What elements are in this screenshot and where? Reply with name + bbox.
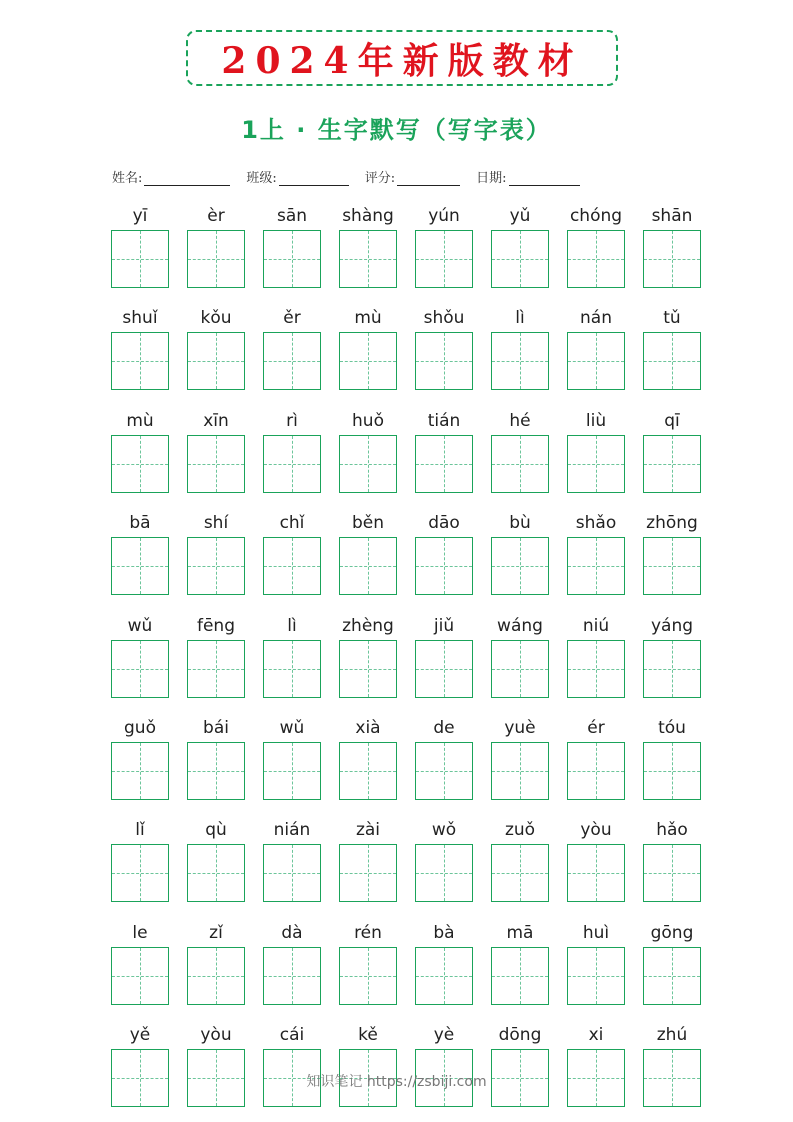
tianzige-box[interactable]: [187, 844, 245, 902]
tianzige-box[interactable]: [111, 640, 169, 698]
guide-line-horizontal: [568, 976, 624, 977]
pinyin-label: qī: [664, 411, 680, 431]
pinyin-label: liù: [585, 411, 607, 431]
tianzige-box[interactable]: [643, 230, 701, 288]
pinyin-label: xi: [588, 1025, 604, 1045]
guide-line-horizontal: [568, 873, 624, 874]
guide-line-horizontal: [264, 566, 320, 567]
score-field: [365, 167, 460, 186]
guide-line-horizontal: [416, 259, 472, 260]
guide-line-horizontal: [188, 259, 244, 260]
pinyin-label: wǒ: [431, 820, 457, 840]
guide-line-horizontal: [416, 669, 472, 670]
guide-line-horizontal: [568, 669, 624, 670]
guide-line-horizontal: [188, 669, 244, 670]
guide-line-horizontal: [416, 464, 472, 465]
guide-line-horizontal: [492, 464, 548, 465]
tianzige-box[interactable]: [491, 332, 549, 390]
pinyin-label: xīn: [203, 411, 229, 431]
guide-line-horizontal: [416, 976, 472, 977]
pinyin-label: dōng: [498, 1025, 542, 1045]
guide-line-horizontal: [416, 771, 472, 772]
tianzige-box[interactable]: [643, 435, 701, 493]
pinyin-label: hǎo: [656, 820, 688, 840]
guide-line-horizontal: [492, 259, 548, 260]
pinyin-label: kǒu: [200, 308, 232, 328]
pinyin-label: yáng: [650, 616, 694, 636]
tianzige-box[interactable]: [415, 332, 473, 390]
tianzige-box[interactable]: [567, 332, 625, 390]
pinyin-label: zǐ: [209, 923, 223, 943]
pinyin-label: wǔ: [127, 616, 153, 636]
pinyin-label: chóng: [569, 206, 623, 226]
tianzige-box[interactable]: [111, 332, 169, 390]
pinyin-label: shǒu: [423, 308, 465, 328]
tianzige-box[interactable]: [263, 435, 321, 493]
guide-line-horizontal: [112, 361, 168, 362]
tianzige-box[interactable]: [339, 537, 397, 595]
tianzige-box[interactable]: [263, 947, 321, 1005]
tianzige-box[interactable]: [415, 742, 473, 800]
tianzige-box[interactable]: [263, 844, 321, 902]
guide-line-horizontal: [264, 873, 320, 874]
pinyin-label: hé: [509, 411, 531, 431]
tianzige-box[interactable]: [263, 742, 321, 800]
guide-line-horizontal: [644, 771, 700, 772]
pinyin-label: yún: [428, 206, 460, 226]
pinyin-label: bà: [433, 923, 455, 943]
pinyin-label: shuǐ: [122, 308, 158, 328]
tianzige-box[interactable]: [491, 230, 549, 288]
guide-line-horizontal: [264, 464, 320, 465]
pinyin-label: běn: [351, 513, 385, 533]
tianzige-box[interactable]: [491, 947, 549, 1005]
tianzige-box[interactable]: [491, 537, 549, 595]
pinyin-label: rén: [354, 923, 382, 943]
date-label: 日期:: [476, 171, 507, 186]
guide-line-horizontal: [644, 669, 700, 670]
pinyin-label: yè: [433, 1025, 455, 1045]
pinyin-label: sān: [276, 206, 308, 226]
pinyin-label: shǎo: [575, 513, 617, 533]
guide-line-horizontal: [416, 361, 472, 362]
class-field: [246, 167, 348, 186]
footer-watermark: 知识笔记 https://zsbiji.com: [306, 1074, 487, 1090]
tianzige-box[interactable]: [339, 947, 397, 1005]
guide-line-horizontal: [416, 873, 472, 874]
guide-line-horizontal: [188, 771, 244, 772]
guide-line-horizontal: [568, 566, 624, 567]
guide-line-horizontal: [644, 873, 700, 874]
guide-line-horizontal: [492, 771, 548, 772]
tianzige-box[interactable]: [339, 332, 397, 390]
pinyin-label: huì: [582, 923, 610, 943]
tianzige-box[interactable]: [415, 435, 473, 493]
banner-title: 2024年新版教材: [221, 39, 583, 82]
pinyin-label: tián: [427, 411, 461, 431]
guide-line-horizontal: [416, 566, 472, 567]
guide-line-horizontal: [340, 464, 396, 465]
guide-line-horizontal: [112, 771, 168, 772]
guide-line-horizontal: [340, 771, 396, 772]
pinyin-label: rì: [286, 411, 298, 431]
pinyin-label: shàng: [342, 206, 394, 226]
pinyin-label: zhōng: [646, 513, 698, 533]
tianzige-box[interactable]: [187, 332, 245, 390]
pinyin-label: dāo: [428, 513, 460, 533]
tianzige-box[interactable]: [263, 537, 321, 595]
guide-line-horizontal: [188, 873, 244, 874]
class-blank[interactable]: [279, 171, 349, 186]
guide-line-horizontal: [264, 259, 320, 260]
pinyin-label: nán: [580, 308, 612, 328]
guide-line-horizontal: [188, 464, 244, 465]
name-label: 姓名:: [112, 171, 143, 186]
pinyin-label: qù: [205, 820, 227, 840]
tianzige-box[interactable]: [567, 230, 625, 288]
guide-line-horizontal: [340, 669, 396, 670]
guide-line-horizontal: [188, 976, 244, 977]
pinyin-label: guǒ: [124, 718, 156, 738]
guide-line-horizontal: [112, 669, 168, 670]
tianzige-box[interactable]: [567, 537, 625, 595]
pinyin-label: yòu: [200, 1025, 232, 1045]
tianzige-box[interactable]: [643, 844, 701, 902]
tianzige-box[interactable]: [339, 640, 397, 698]
guide-line-horizontal: [492, 976, 548, 977]
guide-line-horizontal: [340, 566, 396, 567]
tianzige-box[interactable]: [111, 230, 169, 288]
title-banner: [186, 30, 618, 86]
guide-line-horizontal: [644, 361, 700, 362]
guide-line-horizontal: [112, 976, 168, 977]
guide-line-horizontal: [188, 361, 244, 362]
pinyin-label: fēng: [196, 616, 235, 636]
pinyin-label: wǔ: [279, 718, 305, 738]
guide-line-horizontal: [568, 361, 624, 362]
guide-line-horizontal: [264, 669, 320, 670]
name-field: [112, 167, 230, 186]
pinyin-label: zhú: [656, 1025, 688, 1045]
tianzige-box[interactable]: [491, 844, 549, 902]
pinyin-label: mù: [126, 411, 154, 431]
pinyin-label: kě: [358, 1025, 378, 1045]
pinyin-label: lì: [287, 616, 297, 636]
tianzige-box[interactable]: [187, 435, 245, 493]
pinyin-label: èr: [207, 206, 225, 226]
guide-line-horizontal: [568, 771, 624, 772]
pinyin-label: zhèng: [342, 616, 394, 636]
guide-line-horizontal: [264, 976, 320, 977]
pinyin-label: xià: [355, 718, 381, 738]
tianzige-box[interactable]: [415, 537, 473, 595]
pinyin-label: ěr: [283, 308, 301, 328]
guide-line-horizontal: [264, 361, 320, 362]
guide-line-horizontal: [340, 259, 396, 260]
name-blank[interactable]: [144, 171, 230, 186]
tianzige-box[interactable]: [415, 844, 473, 902]
guide-line-horizontal: [644, 976, 700, 977]
pinyin-label: tǔ: [663, 308, 681, 328]
tianzige-box[interactable]: [567, 640, 625, 698]
tianzige-box[interactable]: [643, 640, 701, 698]
pinyin-label: gōng: [650, 923, 694, 943]
guide-line-horizontal: [492, 669, 548, 670]
guide-line-horizontal: [492, 873, 548, 874]
pinyin-label: bù: [509, 513, 531, 533]
tianzige-box[interactable]: [111, 435, 169, 493]
guide-line-horizontal: [492, 361, 548, 362]
tianzige-box[interactable]: [491, 640, 549, 698]
pinyin-label: wáng: [497, 616, 543, 636]
tianzige-box[interactable]: [111, 537, 169, 595]
tianzige-box[interactable]: [187, 947, 245, 1005]
tianzige-box[interactable]: [187, 742, 245, 800]
tianzige-box[interactable]: [187, 230, 245, 288]
guide-line-horizontal: [340, 976, 396, 977]
pinyin-label: de: [433, 718, 455, 738]
guide-line-horizontal: [568, 464, 624, 465]
guide-line-horizontal: [492, 566, 548, 567]
guide-line-horizontal: [112, 566, 168, 567]
tianzige-box[interactable]: [263, 332, 321, 390]
tianzige-box[interactable]: [491, 742, 549, 800]
guide-line-horizontal: [644, 566, 700, 567]
guide-line-horizontal: [340, 873, 396, 874]
guide-line-horizontal: [112, 259, 168, 260]
tianzige-box[interactable]: [415, 230, 473, 288]
tianzige-box[interactable]: [643, 537, 701, 595]
guide-line-horizontal: [112, 464, 168, 465]
pinyin-label: tóu: [658, 718, 686, 738]
guide-line-horizontal: [644, 259, 700, 260]
date-field: [476, 167, 579, 186]
pinyin-label: nián: [273, 820, 311, 840]
pinyin-label: yuè: [504, 718, 536, 738]
class-label: 班级:: [246, 171, 277, 186]
pinyin-label: shān: [651, 206, 693, 226]
score-blank[interactable]: [397, 171, 460, 186]
pinyin-label: mā: [506, 923, 534, 943]
tianzige-box[interactable]: [263, 640, 321, 698]
tianzige-box[interactable]: [111, 947, 169, 1005]
tianzige-box[interactable]: [263, 230, 321, 288]
tianzige-box[interactable]: [339, 844, 397, 902]
info-bar: [112, 166, 596, 186]
guide-line-horizontal: [264, 771, 320, 772]
pinyin-label: cái: [279, 1025, 305, 1045]
pinyin-label: chǐ: [279, 513, 305, 533]
tianzige-box[interactable]: [567, 947, 625, 1005]
pinyin-label: zài: [355, 820, 381, 840]
tianzige-box[interactable]: [567, 844, 625, 902]
pinyin-label: shí: [203, 513, 229, 533]
guide-line-horizontal: [568, 259, 624, 260]
tianzige-box[interactable]: [339, 230, 397, 288]
guide-line-horizontal: [644, 464, 700, 465]
pinyin-label: yě: [129, 1025, 151, 1045]
guide-line-horizontal: [188, 566, 244, 567]
pinyin-label: le: [132, 923, 148, 943]
pinyin-label: ér: [587, 718, 605, 738]
tianzige-box[interactable]: [643, 332, 701, 390]
page-subtitle: 1上 · 生字默写（写字表）: [241, 116, 552, 144]
tianzige-box[interactable]: [111, 742, 169, 800]
pinyin-label: jiǔ: [433, 616, 455, 636]
pinyin-label: dà: [281, 923, 303, 943]
pinyin-label: lǐ: [135, 820, 145, 840]
tianzige-box[interactable]: [111, 844, 169, 902]
pinyin-label: lì: [515, 308, 525, 328]
tianzige-box[interactable]: [415, 947, 473, 1005]
tianzige-box[interactable]: [567, 435, 625, 493]
tianzige-box[interactable]: [339, 435, 397, 493]
guide-line-horizontal: [112, 873, 168, 874]
pinyin-label: huǒ: [352, 411, 384, 431]
pinyin-label: yǔ: [509, 206, 531, 226]
tianzige-box[interactable]: [491, 435, 549, 493]
pinyin-label: bā: [129, 513, 151, 533]
tianzige-box[interactable]: [187, 640, 245, 698]
pinyin-label: yòu: [580, 820, 612, 840]
date-blank[interactable]: [509, 171, 580, 186]
tianzige-box[interactable]: [567, 742, 625, 800]
tianzige-box[interactable]: [643, 742, 701, 800]
score-label: 评分:: [364, 171, 396, 186]
tianzige-box[interactable]: [339, 742, 397, 800]
tianzige-box[interactable]: [187, 537, 245, 595]
pinyin-label: mù: [354, 308, 382, 328]
tianzige-box[interactable]: [643, 947, 701, 1005]
pinyin-label: zuǒ: [504, 820, 536, 840]
pinyin-label: niú: [582, 616, 610, 636]
tianzige-box[interactable]: [415, 640, 473, 698]
pinyin-label: yī: [132, 206, 148, 226]
pinyin-label: bái: [203, 718, 229, 738]
guide-line-horizontal: [340, 361, 396, 362]
